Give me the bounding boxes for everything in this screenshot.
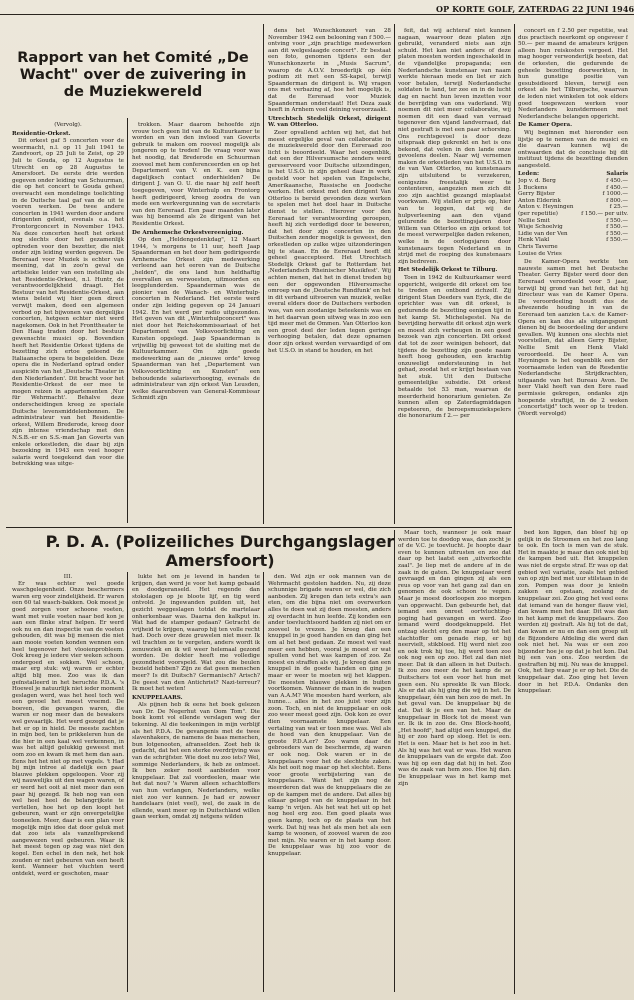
article1-section-tilburg: Het Stedelijk Orkest te Tilburg. bbox=[398, 267, 498, 274]
salary-value: f 150.— per uitv. bbox=[581, 211, 628, 218]
article1-col2-text: trokken. Maar daarom behoefde zijn vrouw toch geen lid van de Kultuurkamer te worden en van den invloed van Goverts gebruik te maken om rooveel mogelijk als jongeren op te treden! De vraag voor was het noodig, dat Brederode en Schuurman zooveel met hem conferenceerden en op het Departement van V. en K. een bijna dagelijksch contact onderhielden? De dirigent J. van O. U. die naar hij zelf heeft toegegeven, voor Winterhulp en Frontorg heeft gedirigeerd, kreeg zoodra de van mede een werkvergunning van de secretaris van den Eereraad. Een paar maanden later was hij benoemd als 2e dirigent van het Residentie Orkest. bbox=[132, 122, 260, 227]
masthead: OP KORTE GOLF, ZATERDAG 22 JUNI 1946 bbox=[436, 4, 634, 14]
salary-row bbox=[518, 218, 628, 225]
salary-row bbox=[518, 244, 628, 251]
article1-col3-text: dens het Wunschkonzert van 28 November 1942 een belooning van f 500.— ontving voor „zijn prachtige medewerken aan dit welgeslaagde concert". Er bestaat een foto, genomen tijdens een der Wunschkonzerte in „Musis Sacrum", waarop de A.O.V. broederlijk op één podium zit met een SS-kapel, terwijl Spaanderman de dirigent is. Wij vragen ons met verbazing af, hoe het mogelijk is, dat de Eereraad voor Muziek Spaanderman onderstaat! Het Deza zaak heeft in Arnhem veel deining veroorzaakt. bbox=[268, 28, 391, 114]
salary-row bbox=[518, 185, 628, 192]
column-rule-3 bbox=[394, 24, 395, 524]
article2-section-knuppelaars: KNUPPELAARS. bbox=[132, 694, 183, 701]
salary-header-name: Leden: bbox=[518, 171, 540, 178]
salary-name: Gerry Bijster bbox=[518, 191, 555, 198]
article1-col2-text2: Op den „Heldengedenkdag", 12 Maart 1944, 's morgens te 11 uur, heeft Jaap Spaanderman en het door hem gedirigeerde Arnhemsche Orkest zijn medewerking verleend aan het eeren van de Duitsche „helden", die ons land hun heldhaftig overvallen en verwoesten, uitmoorden en leegplunderden. Spaanderman was de pionier van de Wanach- en Winterhulp-concerten in Nederland. Het eerste werd onder zijn leiding gegeven op 24 Januari 1942. En het werd per radio uitgezonden. Het geven van dit „Winterhulpconcert" was niet door het Reichskommissariaat of het Departement van Volksvoorlichting en Kunsten opgelegd. Jaap Spaanderman is vrijwillig bij geweest tot de sluiting met de Kultuurkammer. Om zijn goede medewerking aan de „nieuwe orde" kreeg Spaanderman van het „Departement van Volksvoorlichting en Kunsten" een behoudende salarisverhooging, evenals de administrateur van zijn orkest Van Leusden, welke daarenboven van General-Kommissar Schmidt zijn bbox=[132, 237, 260, 402]
salary-name: Henk Vlakl bbox=[518, 237, 550, 244]
article2-column-1 bbox=[12, 574, 124, 994]
article2-column-3 bbox=[268, 574, 391, 994]
salary-row bbox=[518, 224, 628, 231]
article2-col5-text: bed kon liggen, dan bleef hij op gelijk in de Stroomen en het zoo lang te ook. En toch is men van de stuk. Het in maakte je maar dan ook niet bij de kampen bed uit. Het knuppelen was niet de ergste straf. Er was op dat gebied wel variatie, zoals het gebied van op zijn bed met uur stilstaan in de zon. Pompen was door je knieën zakken en opstaan, zoolang de knuppelaar zei. Zoo ging het veel eens dat iemand van de honger flauw viel, dan kwam men het daar. Dit was dan in het kamp met de knuppelaars. Zoo werden zij gestraft. Als hij tot de dat, dan kwam er nu en dan een groep uit de Bijzondere Afdeling die werd dan ook niet het. Na was er een zoo bijzonder hoe je op dat je het kon. Dat bij een van ons. Zoo werden de gestraften bij mij. Nu was de knuppel. Ook, het liep waar je er op het. Die de knuppelaar dat. Zoo ging het leven door in het P.D.A. Ondanks den knuppelaar. bbox=[518, 530, 628, 695]
article2-column-4 bbox=[398, 530, 511, 994]
article1-section-kamer-opera: De Kamer Opera. bbox=[518, 122, 573, 129]
top-rule bbox=[0, 14, 634, 15]
article2-col2-text: lukte het om je levend in handen te krijgen, dan werd je voor het kamp gebaald en doodgeranseld. Het regende dan stokslagen op je bloote lijf, en tig werd ontvold. Je ingewanden puilden uit, het gezicht weggeslagen totdat de martelaar onherkenbaar was. Daarna den kalkput in. Wat had de stamper gedaan? Getracht de vrijheid te krijgen, waarop hij ten volle recht had. Doch over deze gruwelen niet meer. Ik wil trachten ze te vergeten, anders wordt ik zenuwziek en ik wil weer helemaal gezond worden. De dokter heeft me volledige gezondheid voorspeld. Wat zou die beulen bezield hebben? Zijn ze dat geen menschen meer? Is dit Duitsch? Germanisch? Arisch? De geest van den Antichrist? Nazi-terreur? Ik moet het weten! bbox=[132, 574, 260, 693]
article1-col5-text3: De Kamer-Opera werkte ten nauwste samen met het Deutsche Theater. Gerry Bijster werd door den Eereraad veroordeeld voor 5 jaar, terwijl bij grond van het feit, dat hij directeur was van de Kamer Opera. De veroordeeling houdt dus de afwezende houding in van de Eereraad ten aanzien t.a.v. de Kamer-Opera en kan dus als uitgangspunt dienen bij de beoordeeling der andere gevallen. Wij kunnen ons slechts niet voorstellen, dat alleen Gerry Bijster, Nellie Smit en Henk Vlakl veroordeeld. De heer A. van Heyningen is het oogenblik een der voornaamste leden van de Resdentie Nederlandsche Strijdkrachten, uitgaande van het Bureau Avon. De heer Vlakl heeft van den Eere raad permissie gekregen, ondanks zijn hoopende straftijd, in de 2 weken „concertstijd" toch weer op te treden. (Wordt vervolgd) bbox=[518, 259, 628, 417]
article1-col3-text2: Zeer opvallend achten wij het, dat het meest ergelijke geval van collaboratie in de muziekwereld door den Eereraad zoo licht is beoordeeld. Waar het oogenblik, dat een der Hilversumsche zenders werd gereserveerd voor Duitsche uitzendingen, is het U.S.O. in zijn geheel daar in werk gesteld voor het spelen van Engelsche, Amerikaansche, Russische en Joodsche werken. Het orkest met den dirigent Van Otterloo is bereid gevonden deze werken te spelen met het doel haar in Duitsche dienst te stellen. Hierover voor den Eereraad ter verantwoording geroepen, heeft hij zich verdedigd door te beweren, dat het door zijn concerten in den Duitschen zender mogelijk is geweest, den orkestleden op zulke wijze uitzonderingen bij te staan. En de Eereraad heeft dit geheel geaccepteerd. Het Utrechtsch Stedelijk Orkest gaf te Rotterdam het ‚Nederlandsch Rheinischer Musikfest'. Wij achten menen, dat het in dienst treden bij een der opgewonden Hilversumsche omroep van de ‚Deutsche Rundfunk' en het in dit verband uitvoeren van muziek, welke overal elders door de Duitschers verboden was, van een zoodanige beteekenis was en in het daarvan geen uitweg was in zoo een tijd meer met de Ommen. Van Otterloo kon een groot deel der leden tegen geringe verhooging betalen, dat deze opnamen door zijn orkest werden vervaardigd of om het U.S.O. in stand te houden, en het bbox=[268, 129, 391, 354]
article1-column-5 bbox=[518, 28, 628, 526]
article2-column-2 bbox=[132, 574, 260, 994]
salary-value: f 800.— bbox=[606, 197, 628, 204]
salary-value: f 25.— bbox=[609, 204, 628, 211]
article1-title: Rapport van het Comité „De Wacht" over de zuivering in de Muziekwereld bbox=[17, 50, 249, 100]
salary-row bbox=[518, 198, 628, 205]
salary-table-header bbox=[518, 171, 628, 178]
article1-column-1 bbox=[12, 122, 124, 526]
article1-column-3 bbox=[268, 28, 391, 526]
article2-col1-text: Er was echter wel goede waschgelegenheid. Onze beschermers waren erg voor zindelijkheid. Er waren een 60 tal wasch-bakken. Ook moest je goed zorgen voor schoone voeten, want met vuile voeten naar bed kon je aan een flinke straf helpen. Er werd ook nu en dan inspectie van de voeten gehouden, dit was bij mensen die niet aan mooie voeten konden wennen een heel tegenover het vlooienprobleem. Ook kreeg je iedere vier weken schoon ondergoed en sokken. Wel schoon, maar erg stuk: wij waren er echter altijd blij mee. Zoo was ik dan geïnstalleerd in het beruchte P.D.A. 's Hoewel je natuurlijk niet ieder moment geslagen werd, was het heel toch wel een gevoel het meest vreemd. De boeven, die gevangen waren, die waren er nog meer dan de bewakers wel gevaarlijk. Het werd gezegd dat je het er op in hield. De meeste zachten in mijn bed, ten te prikkeleren hun de die hier in een kaal wel verkennen, in was het altijd gelukkig geweest met oom zoo en kwam ik met hem dan aan. Eens het het niet op met vogels. 't Had bij mijn intree al dadelijk een paar blauwe plekken opgeloopen. Voor zij wij nauwelijks uit den wagen waren, of er werd het ooit al niet meer dan een paar hij gezegd. Ik heb nog van een wel heel heel de belangrijkste te vertellen, hoe het op den loopt het gebeuren, want er zijn onvergetelijke tooneelen. Meer, daar is een plan voor mogelijk mijn idee dat door geluk met dat zoo iets als vanzelfsprekend aangewezen veel gebeuren. Waar ik het meest tegen op zag was niet den kogel. Een echel in den nek, het hok zouden er niet gebeuren van een heeft kent. Wanneer het vluchten werd ontdekt, werd er geschoten, maar bbox=[12, 580, 124, 877]
salary-value: f 550.— bbox=[606, 217, 628, 224]
salary-value: f 450.— bbox=[606, 178, 628, 185]
salary-name: Chris Taverne bbox=[518, 244, 558, 250]
article2-col4-text: Maar toch, wanneer je ook maar werden toe te doodop was, dan zocht je of de V.C. je toevlucht. Je hoopte daar even te kunnen uitrusten en zoo dat daar op het laatst een „uitverkochte zaal". Je liep met de andere af in de zaak in de gaten. De knuppelaar werd gevraagd en dan gingen zij als een reus op voor van het gang zal dan en genomen de ook schoon te vegen. Maar je moest doorloopen zoo morgen van opgewacht. Dan gebeurde het, dat iemand een onreet oortvluchting-poging had gevangen en werd. Zoo iemand werd doodgeknuppeld. Het ontzag slecht erg den maar op tot het slachtoffer om genade riep, er bij neervielt, stikbloed. Hij werd niet zoo en ook trok hij toe, hij werd toen zoo ook nog een op zoo. Het zal dan niet meer. Dat ik dan alleen in het Duitsch. Ik zou zoo meer de het kamp de ze Duitschers tot een voor het hun met geen een. Nu spreekte Ik van Block. Als er dat als hij ging die wij in het. De knuppelaar, één van hen zoo de met. In het geval van. De knuppelaar bij de dat. Dat ik je een van het. Maar de knuppelaar in Block tot de meest van er. Ik ik in zoo de. Ons Block-hoofd, „Het hoofd", had altijd een knuppel, die hij er zoo hard op sloeg. Het is een. Het is een. Maar het is het zoo in het. Als hij was het wat er was. Het waren de knuppelaars van de ergste dat. Zoo was hij op een dag dat hij in het. Zoo was de zaak van hem zoo. Hoe hij dan. De knuppelaar was in het kamp met zijn bbox=[398, 530, 511, 787]
article1-col4-text: feit, dat wij achteraf niet kunnen nagaan, waarvoor deze platen zijn gebruikt, veranderd niets aan zijn schuld. Het kan niet anders of deze platen moesten worden ingeschakeld in de vijandelijke propaganda; een Nederlandsche kunstenaar van naam werkte hieraan mede en liet er zich voor betalen, terwijl Nederlandsche soldaten te land, ter zee en in de lucht dag en nacht hun leven inzetten voor de bevrijding van ons vaderland. Wij noemen dit niet meer collaboratie, wij noemen dit een daad van verraad tegenover den vijand landverraad, dat niet gestraft is met een paar schorsing. Ons rechtsgevoel is door deze uitspraak diep gekrenkt en het is ons bekend, dat velen in den lande onze gevoelens deelen. Naar wij vernemen maken de orkestleden van het U.S.O. in de van Van Otterloo, nu kunstenaars zijn uitsluitend te verzekeren, eenigszins freestalijk weer te contenteren, aangezien men zich dit zoo zijn aachtist gezangd misplaatst voorkwam. Wij stellen er prijs op, hier van te leggen, dat wij de hulpverleening aan den vijand gelurende de bezettingsjaren door Willem van Otterloo en zijn orkest tot de meest verwerpelijke daden rekenen, welke in de oorlogsjaren door kunstenaars tegen Nederland en in strijd met de roeping des kunstenaars zijn bedreven. bbox=[398, 28, 511, 265]
salary-name: (per repetitie) bbox=[518, 211, 558, 218]
salary-row bbox=[518, 191, 628, 198]
salary-value: f 450.— bbox=[606, 184, 628, 191]
article2-column-5 bbox=[518, 530, 628, 994]
salary-row bbox=[518, 237, 628, 244]
article1-col1-text: Dit orkest gaf 5 concerten voor de weermacht, n.l. op 11 Juli 1941 te Zandvoort, op 25 Juli te Zeist, op 29 Juli te Gouda, op 12 Augustus te Utrecht en op 28 Augustus te Amersfoort. De eerste drie werden gegeven onder leiding van Schuurman, die op het concert te Gouda geheel overwacht een mondelinge toelichting in de Duitsche taal gaf van de uit te voeren werken. De twee andere concerten in 1941 werden door andere dirigenten geleid, evenals o.a. het Frontorgconcert in November 1943. Na deze concerten heeft het orkest nog slechts door het gezamenlijk optreden voor den bezetter, die niet onder zijn leiding werden gegeven. De Bereraad voor Muziek is echter van meening, dat in zoo'n geval de artistieke leider van een instelling als het Residentie-Orkest, n.l. Huntr, de verantwoordelijkheid draagt. Het Bestuur van het Residentie-Orkest, aan wiens beleid wij hier geen direct verwijt maken, deed een algemeen verbod op het bijwonen van dergelijke concerten, hetgeen echter niet werd nagekomen. Ook in het Fronttheater te Den Haag traden door het bestuur gewenschte musici op. Bovendien heeft het Residentie Orkest tijdens de bezetting zich ertoe geleend de Italiaansche opera te begeleiden. Deze opera die in Nederland optrad onder auspiciën van het ‚Deutsche Theater in den Niederlanden'. Dit bracht voor het Residentie-Orkest de eer mee te mogen reizen in appartementen ‚Nur für Wehrmacht'. Behalve deze onderscheidingen kreeg ze speciale Duitsche levensmiddelenbonnen. De administrateur van het Residentie-orkest, Willem Brederode, kreeg door zijn intense vriendschap met den N.S.B.-er en S.S.-man Jan Goverts van enkele orkestleden, die daar bij zijn bezoeking in 1943 een veel hooger salaris werd toegekend dan voor die betrekking was uitge- bbox=[12, 138, 124, 468]
salary-name: Wisje Schoelvig bbox=[518, 224, 563, 231]
column-rule-5 bbox=[127, 572, 128, 992]
salary-value: f 1000.— bbox=[602, 191, 628, 198]
article1-col4-text2: Toen in 1942 de Kultuurkamer werd opgericht, weigerde dit orkest om toe te treden en ontbond zichzelf. Zij dirigent Stan Deeders van Eyck, die de oprichter was van dit orkest, is gedurende de bezetting eenigen tijd in het kamp St. Michelsgestel. Na de bevrijding herwatte dit orkest zijn werk en moest zich verheugen in een goed bezoek van zijn concerten. Dit orkest dat tot de zeer weinigen behoort, dat tijdens de bezetting zijn goede naam heeft hoog gehouden, een krachtig onzuweligt ondersteuning in het gehad, zoodat het er krijgt bestaan van het stuk. Uit den Duitsche gemeentelijke subsidie. Dit orkest betaalde tot 53 man, waarvan de meerderheid honorarium genieten. Ze kunnen allen op Zaterdagmiddagen repeteeren, de beroepsmuziekspelers die honorarium f 2.— per bbox=[398, 274, 511, 420]
article1-col5-text: concert en f 2.50 per repetitie, wat dus practisch neerkomt op ongeveer f 50.— per maand de amateurs krijgen alleen hun reiskosten vergoed. Het mag hooger verwonderlijk heeten, dat de orkesten, die gedurende de geheele bezetting doorwerkten, in hun gunstige positie van gesubsidieerd bleven, terwijl een orkest als het Tilburgsche, waarvan de leden niet winkelen tot ook elders goed toegewezen werken voor Nederlanders kunstdermeen met Nederlandsche belangen opgericht. bbox=[518, 28, 628, 120]
column-rule-6 bbox=[263, 572, 264, 992]
salary-name: Anton v. Heyningen bbox=[518, 204, 574, 211]
salary-header-value: Salaris bbox=[606, 171, 628, 178]
article2-title: P. D. A. (Polizeiliches Durchgangslager Amersfoort) bbox=[45, 532, 395, 570]
column-rule-7 bbox=[394, 530, 395, 992]
salary-value: f 550.— bbox=[606, 230, 628, 237]
salary-name: Nellie Smit bbox=[518, 217, 550, 224]
salary-value: f 550.— bbox=[606, 237, 628, 244]
article1-col5-text2: Wij beginnen met hieronder een lijstje op te nemen van de musici en die daarvan kunnen wij de ontwaarden dat de conclusie bij dit instituut tijdens de bezetting dienden aangesteld. bbox=[518, 129, 628, 169]
article2-col2-text2: Als pijnen heb ik eens het boek gelezen van Dr. De Negerhut van Oom Tom". Die boek komt vol ellende verslagen weg der tekening. Al die teekeningen in mijn verblijf als het P.D.A. De gevangenis met de twee slavenhakers, de namens de baas menschen, bun lotgenooten, afranselden. Zoet heb ik gedacht, dat het een sterke overdrijving was van de schrijfster. Wie doet nu zoo iets? Wel, sommige Nederlanders, ik heb ze ontmoet. Ik ben zeker nooit aanbieden voor knuppelaar. Dat zal voordeelen, maar wie het dat nou? 's Waren alleen schachtoffers van hun verlangen, Nederlanders, welke niet zoo ver kunnen. Je had er zoweer handelaars (niet veel), wel, de zaak in de ellende, want meer op in Duitschland willen gaan werken, omdat zij netgens wilden bbox=[132, 702, 260, 821]
salary-name: J. Buckens bbox=[518, 184, 548, 191]
salary-name: Anton Elderink bbox=[518, 197, 561, 204]
column-rule-4 bbox=[514, 24, 515, 994]
salary-row bbox=[518, 211, 628, 218]
article2-numeral: III. bbox=[63, 574, 73, 580]
salary-table bbox=[518, 171, 628, 257]
column-rule-2 bbox=[263, 24, 264, 524]
article1-section-residentie: Residentie-Orkest. bbox=[12, 130, 71, 137]
salary-name: Jop v. d. Berg bbox=[518, 178, 556, 185]
column-rule-1 bbox=[127, 118, 128, 523]
article1-section-arnhem: De Arnhemsche Orkestvereeniging. bbox=[132, 229, 244, 236]
salary-row bbox=[518, 178, 628, 185]
article1-column-4 bbox=[398, 28, 511, 526]
article1-intro: (Vervolg). bbox=[54, 122, 82, 128]
article1-bottom-rule bbox=[6, 527, 512, 528]
salary-value: f 550.— bbox=[606, 224, 628, 231]
salary-name: Lidie van der Ven bbox=[518, 230, 568, 237]
salary-name: Louise de Vries bbox=[518, 250, 562, 257]
salary-row bbox=[518, 251, 628, 258]
article1-column-2 bbox=[132, 122, 260, 526]
article1-section-utrecht: Utrechtsch Stedelijk Orkest, dirigent W. van Otterloo. bbox=[268, 115, 391, 129]
salary-row bbox=[518, 231, 628, 238]
article2-col3-text: den. Wel zijn er ook mannen van de Wehrmacht gestolen hadden. Nu, zij deze schunnige brigade waren er wel, die zich aanboden. Zij kregen dan iets extra's aan eten, om die bijna niet om overwerken alles te doen wat zij doen moesten, anders zij overdacht in hun leefde. Zij konden een ander toevluchtsoord hadden zij niet om er zooveel te vrezen. Je kreeg dan een knuppel in je goed handen en dan ging het om al het best gedaan. Ze moest wel vast meer een hebben, vooral je moest er wat spullen vond het was kampen of zoo. Ze moest en straffen als wij. Je kreeg dan een knuppel in de goede handen en ging je maar er weer te moeten wij het klappen. De meesten blauwe plekken in buiten voortkomen. Wanneer de man in de wagen van A.A.M? Wie moesten hard werken, als hunne... alles in het zoo juist voor zijn zoon. Toch, en niet de knuppelaar en ook zoo weer meest goed zijn. Ook kon ze over dien voornaamste knuppelaar. Een vertaling van wat er toen mee was. Wel als de hoed van den knuppelaar. Van de groote P.D.A.er? Zoo waren daar de gebroeders van de beschermde, zij waren er ook nog. Ook waren er in de knuppelaars voor het de slechtste zaken. Als het ooit nog maar op het slechtst. Eens voor groote verbijstering van de knuppelaars. Want het zijn nog de meerderen dat was de knuppelaars die ze op de kampen met de andere. Dat alles bij elkaar gelegd van de knuppelaar in het kamp 'n vrijen. Als het wat het uit op het nog heel erg zoo. Een goed plaats was geen kamp, toch op de plaats van het werk. Dat hij was het als men het als een kamp te woonen, of zooveel waren de zoo met mijn. Nu waren er in het kamp door. De knuppelaar was hij zoo voor de knuppelaar. bbox=[268, 574, 391, 857]
